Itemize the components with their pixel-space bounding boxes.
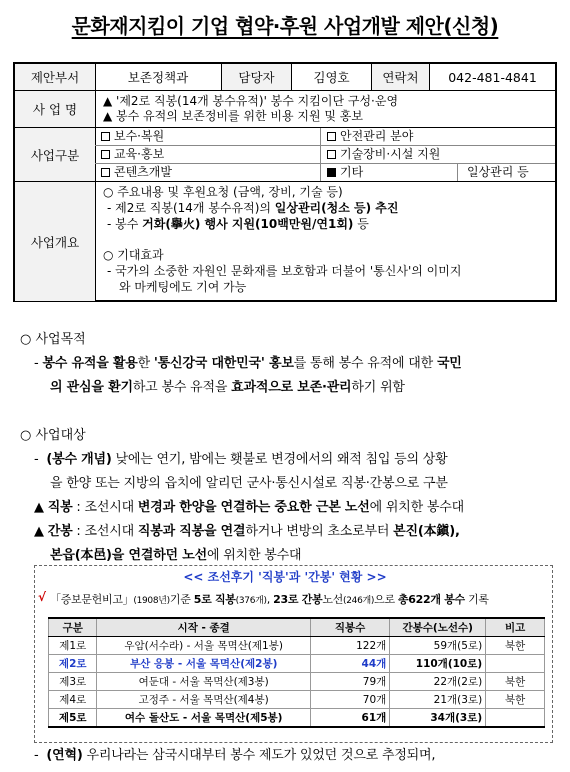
category-label: 사업구분 <box>15 128 96 181</box>
overview-label: 사업개요 <box>15 182 96 301</box>
routes-table <box>48 617 545 728</box>
overview-line: ○ 기대효과 <box>103 248 164 262</box>
proposal-info-table <box>13 62 557 302</box>
column-header: 구분 <box>49 618 97 637</box>
overview-line: 와 마케팅에도 기여 가능 <box>119 280 247 294</box>
target-heading: ○ 사업대상 <box>20 428 86 443</box>
category-item[interactable]: 기타 <box>327 165 363 180</box>
manager-label: 담당자 <box>222 64 292 90</box>
column-header: 비고 <box>486 618 545 637</box>
table-row: 제2로 부산 응봉 - 서울 목멱산(제2봉) 44개 110개(10로) <box>49 655 545 673</box>
contact-label: 연락처 <box>372 64 430 90</box>
table-row: 제5로 여수 돌산도 - 서울 목멱산(제5봉) 61개 34개(3로) <box>49 709 545 728</box>
checkbox-icon <box>101 150 110 159</box>
status-heading: << 조선후기 '직봉'과 '간봉' 현황 >> <box>183 570 387 584</box>
target-concept-1: - (봉수 개념) 낮에는 연기, 밤에는 횃불로 변경에서의 왜적 침입 등의 상황 <box>34 452 448 467</box>
project-name-line-2: ▲ 봉수 유적의 보존정비를 위한 비용 지원 및 홍보 <box>103 109 363 123</box>
purpose-line-2: 의 관심을 환기하고 봉수 유적을 효과적으로 보존·관리하기 위함 <box>50 380 405 395</box>
table-row: 제4로 고정주 - 서울 목멱산(제4봉) 70개 21개(3로) 북한 <box>49 691 545 709</box>
checkbox-icon <box>327 132 336 141</box>
target-concept-2: 을 한양 또는 지방의 읍치에 알리던 군사·통신시설로 직봉·간봉으로 구분 <box>50 476 448 491</box>
target-jikbong: ▲ 직봉 : 조선시대 변경과 한양을 연결하는 중요한 근본 노선에 위치한 봉수대 <box>34 500 464 515</box>
page-title: 문화재지킴이 기업 협약·후원 사업개발 제안(신청) <box>71 14 499 38</box>
contact-value: 042-481-4841 <box>448 69 537 85</box>
category-other-value: 일상관리 등 <box>467 165 529 179</box>
purpose-heading: ○ 사업목적 <box>20 332 86 347</box>
dept-label: 제안부서 <box>15 64 96 90</box>
project-name-label: 사 업 명 <box>15 91 96 127</box>
target-ganbong-1: ▲ 간봉 : 조선시대 직봉과 직봉을 연결하거나 변방의 초소로부터 본진(本鎭), <box>34 524 460 539</box>
overview-line: ○ 주요내용 및 후원요청 (금액, 장비, 기술 등) <box>103 185 343 199</box>
target-ganbong-2: 본읍(本邑)을 연결하던 노선에 위치한 봉수대 <box>50 548 302 563</box>
checkbox-icon <box>101 168 110 177</box>
info-row-overview <box>15 181 555 301</box>
category-item[interactable]: 보수·복원 <box>101 129 164 144</box>
category-item[interactable]: 기술장비·시설 지원 <box>327 147 440 162</box>
history-line-1: - (연혁) 우리나라는 삼국시대부터 봉수 제도가 있었던 것으로 추정되며, <box>34 748 436 763</box>
column-header: 간봉수(노선수) <box>390 618 486 637</box>
category-item[interactable]: 콘텐츠개발 <box>101 165 172 180</box>
table-row: 제1로 우암(서수라) - 서울 목멱산(제1봉) 122개 59개(5로) 북한 <box>49 637 545 655</box>
status-source-line: 「증보문헌비고」(1908년)기준 5로 직봉(376개), 23로 간봉노선(246개)으로 총622개 봉수 기록 <box>50 593 489 606</box>
info-row-dept <box>15 64 555 90</box>
check-mark-icon: √ <box>38 590 47 604</box>
checkbox-icon <box>327 150 336 159</box>
overview-line: - 제2로 직봉(14개 봉수유적)의 일상관리(청소 등) 추진 <box>107 201 399 215</box>
category-item[interactable]: 교육·홍보 <box>101 147 164 162</box>
overview-line: - 봉수 거화(擧火) 행사 지원(10백만원/연1회) 등 <box>107 217 369 231</box>
column-header: 직봉수 <box>310 618 389 637</box>
dept-value: 보존정책과 <box>95 64 222 90</box>
manager-value: 김영호 <box>292 64 372 90</box>
column-header: 시작 - 종결 <box>97 618 310 637</box>
checkbox-icon <box>101 132 110 141</box>
project-name-line-1: ▲ '제2로 직봉(14개 봉수유적)' 봉수 지킴이단 구성·운영 <box>103 94 399 108</box>
info-row-category <box>15 127 555 181</box>
info-row-project-name <box>15 90 555 127</box>
purpose-line-1: - 봉수 유적을 활용한 '통신강국 대한민국' 홍보를 통해 봉수 유적에 대한 국민 <box>34 356 462 371</box>
overview-line: - 국가의 소중한 자원인 문화재를 보호함과 더불어 '통신사'의 이미지 <box>107 264 462 278</box>
table-header-row <box>49 618 545 637</box>
category-item[interactable]: 안전관리 분야 <box>327 129 413 144</box>
checkbox-checked-icon <box>327 168 336 177</box>
table-row: 제3로 여둔대 - 서울 목멱산(제3봉) 79개 22개(2로) 북한 <box>49 673 545 691</box>
